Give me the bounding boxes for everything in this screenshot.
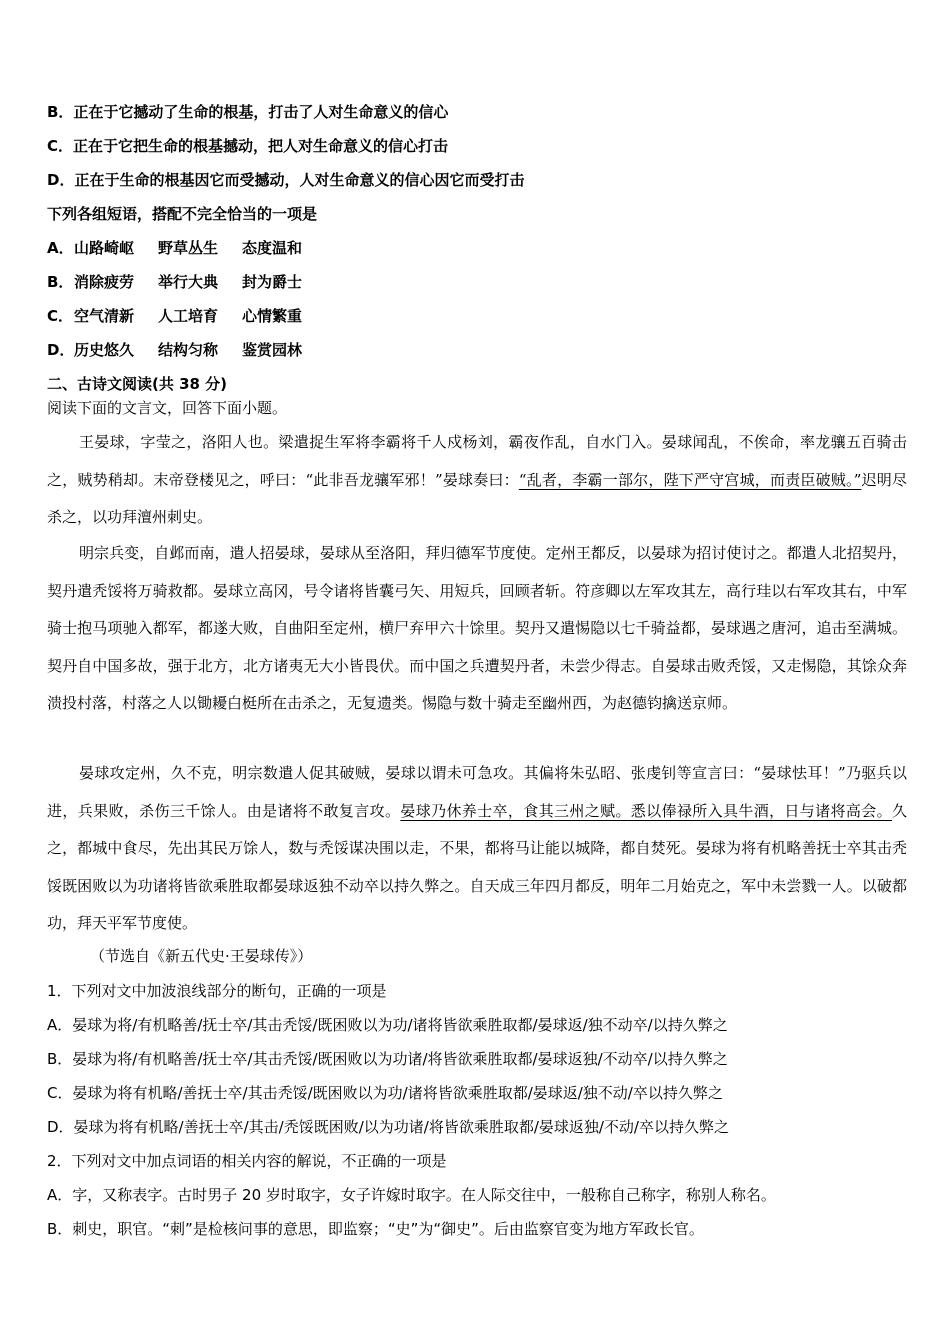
- passage-text: 迟明尽杀之，以功拜澶州刺史。: [47, 470, 908, 526]
- question-2-option-b: B．刺史，职官。“刺”是检核问事的意思，即监察；“史”为“御史”。后由监察官变为地方军政长官。: [47, 1220, 704, 1238]
- question-2-stem: 2．下列对文中加点词语的相关内容的解说，不正确的一项是: [47, 1152, 447, 1170]
- passage-text: 晏球攻定州，久不克，明宗数遣人促其破贼，晏球以谓未可急攻。其偏将朱弘昭、张虔钊等宣言曰：“晏球怯耳！”乃驱兵以进，兵果败，杀伤三千馀人。由是诸将不敢复言攻。: [47, 764, 907, 820]
- phrase-option-a: [47, 237, 910, 259]
- phrase: 空气清新: [74, 307, 135, 325]
- phrase: 山路崎岖: [74, 239, 135, 257]
- phrase: 人工培育: [158, 307, 219, 325]
- phrase: 消除疲劳: [74, 273, 135, 291]
- passage-paragraph-1: [47, 424, 907, 537]
- question-1-option-b: B．晏球为将/有机略善/抚士卒/其击秃馁/既困败以为功诸/将皆欲乘胜取都/晏球返独/不动卒/以持久弊之: [47, 1050, 728, 1068]
- phrase-option-b: [47, 271, 910, 293]
- phrase: 鉴赏园林: [242, 341, 303, 359]
- passage-text: 久之，都城中食尽，先出其民万馀人，数与秃馁谋决围以走，不果，都将马让能以城降，都自焚死。晏球为将有机略善抚士卒其击秃馁既困败以为功诸将皆欲乘胜取都晏球返独不动卒以持久弊之。自天成三年四月都反，明年二月始克之，军中未尝戮一人。以破都功，拜天平军节度使。: [47, 801, 907, 932]
- passage-text: 王晏球，字莹之，洛阳人也。梁遣捉生军将李霸将千人戍杨刘，霸夜作乱，自水门入。晏球闻乱，不俟命，率龙骧五百骑击之，贼势稍却。末帝登楼见之，呼曰：“此非吾龙骧军邪！”晏球奏曰：: [47, 433, 907, 489]
- phrase: 封为爵士: [242, 273, 303, 291]
- option-label: D．: [47, 341, 75, 359]
- phrase: 历史悠久: [74, 341, 135, 359]
- passage-paragraph-3: [47, 755, 907, 943]
- passage-source: （节选自《新五代史·王晏球传》）: [90, 947, 313, 965]
- section-title: 二、古诗文阅读(共 38 分): [47, 375, 228, 393]
- phrase: 野草丛生: [158, 239, 219, 257]
- phrase: 态度温和: [242, 239, 303, 257]
- question-2-option-a: A．字，又称表字。古时男子 20 岁时取字，女子许嫁时取字。在人际交往中，一般称自己称字，称别人称名。: [47, 1186, 776, 1204]
- option-c-prev: C．正在于它把生命的根基撼动，把人对生命意义的信心打击: [47, 137, 449, 155]
- question-1-option-c: C．晏球为将有机略/善抚士卒/其击秃馁/既困败以为功/诸将皆欲乘胜取都/晏球返/独不动/卒以持久弊之: [47, 1084, 723, 1102]
- question-1-option-a: A．晏球为将/有机略善/抚士卒/其击秃馁/既困败以为功/诸将皆欲乘胜取都/晏球返/独不动卒/以持久弊之: [47, 1016, 728, 1034]
- question-1-option-d: D．晏球为将有机略/善抚士卒/其击/秃馁既困败/以为功诸/将皆欲乘胜取都/晏球返独/不动/卒以持久弊之: [47, 1118, 729, 1136]
- option-label: B．: [47, 273, 74, 291]
- phrase: 结构匀称: [158, 341, 219, 359]
- option-d-prev: D．正在于生命的根基因它而受撼动，人对生命意义的信心因它而受打击: [47, 171, 525, 189]
- question-1-stem: 1．下列对文中加波浪线部分的断句，正确的一项是: [47, 982, 387, 1000]
- wavy-underlined-sentence: “乱者，李霸一部尔，陛下严守宫城，而责臣破贼。”: [518, 470, 862, 489]
- passage-paragraph-2: 明宗兵变，自邺而南，遣人招晏球，晏球从至洛阳，拜归德军节度使。定州王都反，以晏球为招讨使讨之。都遣人北招契丹，契丹遣秃馁将万骑救都。晏球立高冈，号令诸将皆囊弓矢、用短兵，回顾者斩。符彦卿以左军攻其左，高行珪以右军攻其右，中军骑士抱马项驰入都军，都遂大败，自曲阳至定州，横尸弃甲六十馀里。契丹又遣惕隐以七千骑益都，晏球遇之唐河，追击至满城。契丹自中国多故，强于北方，北方诸夷无大小皆畏伏。而中国之兵遭契丹者，未尝少得志。自晏球击败秃馁，又走惕隐，其馀众奔溃投村落，村落之人以锄耰白梃所在击杀之，无复遗类。惕隐与数十骑走至幽州西，为赵德钧擒送京师。: [47, 544, 907, 712]
- phrase-option-d: [47, 339, 910, 361]
- phrase: 举行大典: [158, 273, 219, 291]
- phrase: 心情繁重: [242, 307, 303, 325]
- question-stem-phrases: 下列各组短语，搭配不完全恰当的一项是: [47, 205, 318, 223]
- option-label: A．: [47, 239, 74, 257]
- phrase-option-c: [47, 305, 910, 327]
- underlined-sentence: 晏球乃休养士卒，食其三州之赋。悉以俸禄所入具牛酒，日与诸将高会。: [400, 801, 892, 820]
- option-label: C．: [47, 307, 74, 325]
- option-b-prev: B．正在于它撼动了生命的根基，打击了人对生命意义的信心: [47, 103, 449, 121]
- section-instruction: 阅读下面的文言文，回答下面小题。: [47, 399, 288, 417]
